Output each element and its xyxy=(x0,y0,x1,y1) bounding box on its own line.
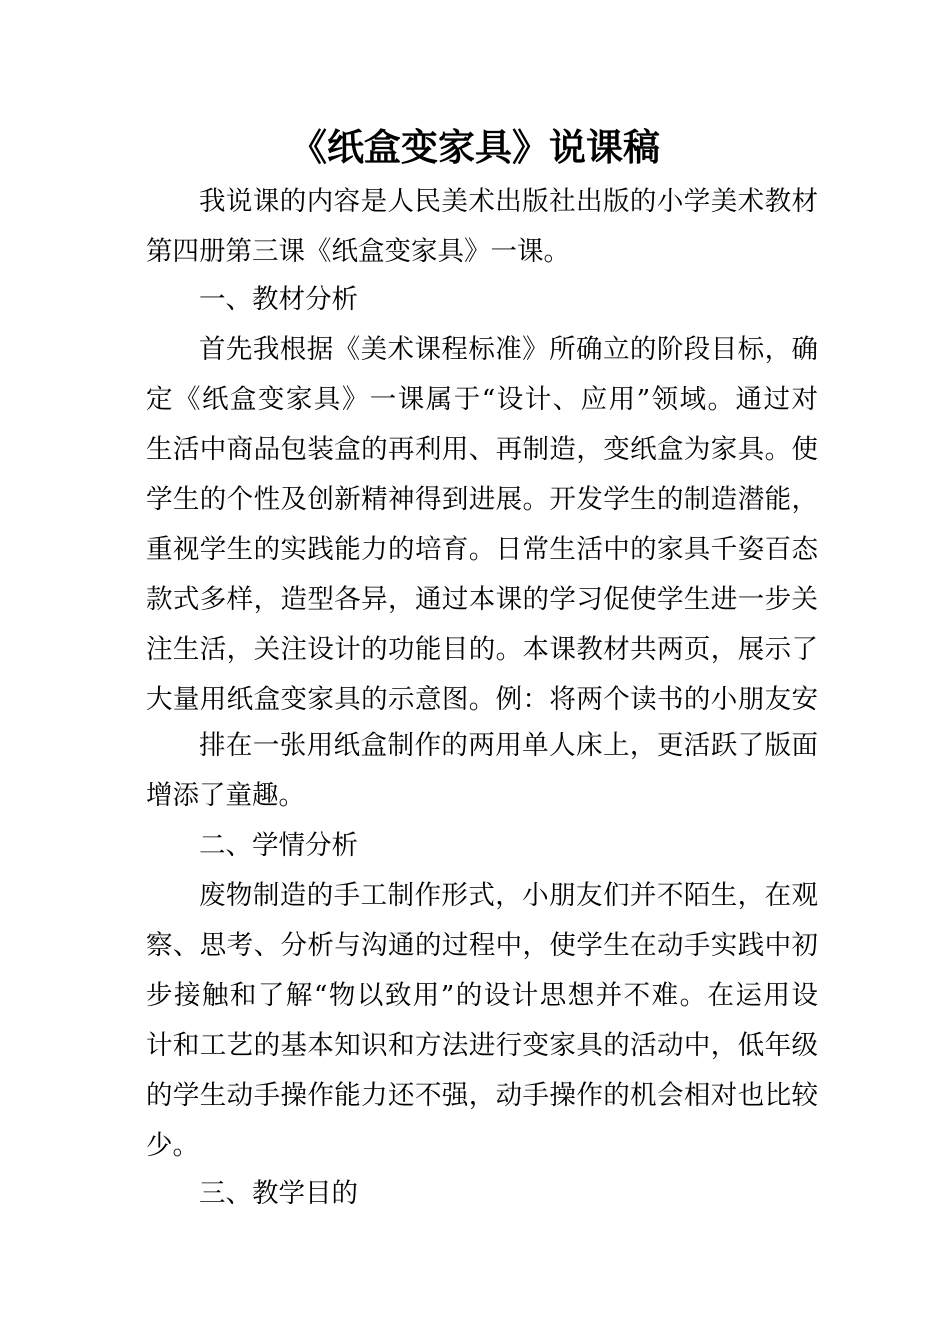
paragraph-line: 察、思考、分析与沟通的过程中，使学生在动手实践中初 xyxy=(146,930,818,961)
textbook-analysis-paragraph xyxy=(146,325,818,725)
paragraph-line: 我说课的内容是人民美术出版社出版的小学美术教材 xyxy=(199,186,818,217)
intro-paragraph xyxy=(146,177,818,277)
paragraph-line: 首先我根据《美术课程标准》所确立的阶段目标，确 xyxy=(199,334,818,365)
paragraph-line: 注生活，关注设计的功能目的。本课教材共两页，展示了 xyxy=(146,634,818,665)
paragraph-line: 步接触和了解“物以致用”的设计思想并不难。在运用设 xyxy=(146,980,818,1011)
section-heading-student-analysis: 二、学情分析 xyxy=(199,830,358,861)
paragraph-line: 学生的个性及创新精神得到进展。开发学生的制造潜能， xyxy=(146,484,818,515)
paragraph-line: 增添了童趣。 xyxy=(146,780,305,811)
paragraph-line: 废物制造的手工制作形式，小朋友们并不陌生，在观 xyxy=(199,880,818,911)
paragraph-line: 大量用纸盒变家具的示意图。例：将两个读书的小朋友安 xyxy=(146,684,818,715)
section-heading-textbook-analysis: 一、教材分析 xyxy=(199,284,358,315)
paragraph-line: 的学生动手操作能力还不强，动手操作的机会相对也比较 xyxy=(146,1080,818,1111)
section-heading-teaching-objectives: 三、教学目的 xyxy=(199,1178,358,1209)
paragraph-line: 生活中商品包装盒的再利用、再制造，变纸盒为家具。使 xyxy=(146,434,818,465)
paragraph-line: 定《纸盒变家具》一课属于“设计、应用”领域。通过对 xyxy=(146,384,818,415)
paragraph-line: 少。 xyxy=(146,1130,199,1161)
paragraph-line: 第四册第三课《纸盒变家具》一课。 xyxy=(146,236,570,267)
student-analysis-paragraph xyxy=(146,871,818,1171)
document-title: 《纸盒变家具》说课稿 xyxy=(290,125,660,169)
paragraph-line: 款式多样，造型各异，通过本课的学习促使学生进一步关 xyxy=(146,584,818,615)
paragraph-line: 计和工艺的基本知识和方法进行变家具的活动中，低年级 xyxy=(146,1030,818,1061)
paragraph-line: 重视学生的实践能力的培育。日常生活中的家具千姿百态 xyxy=(146,534,818,565)
paragraph-line: 排在一张用纸盒制作的两用单人床上，更活跃了版面 xyxy=(199,730,818,761)
textbook-analysis-paragraph-continued xyxy=(146,721,818,821)
